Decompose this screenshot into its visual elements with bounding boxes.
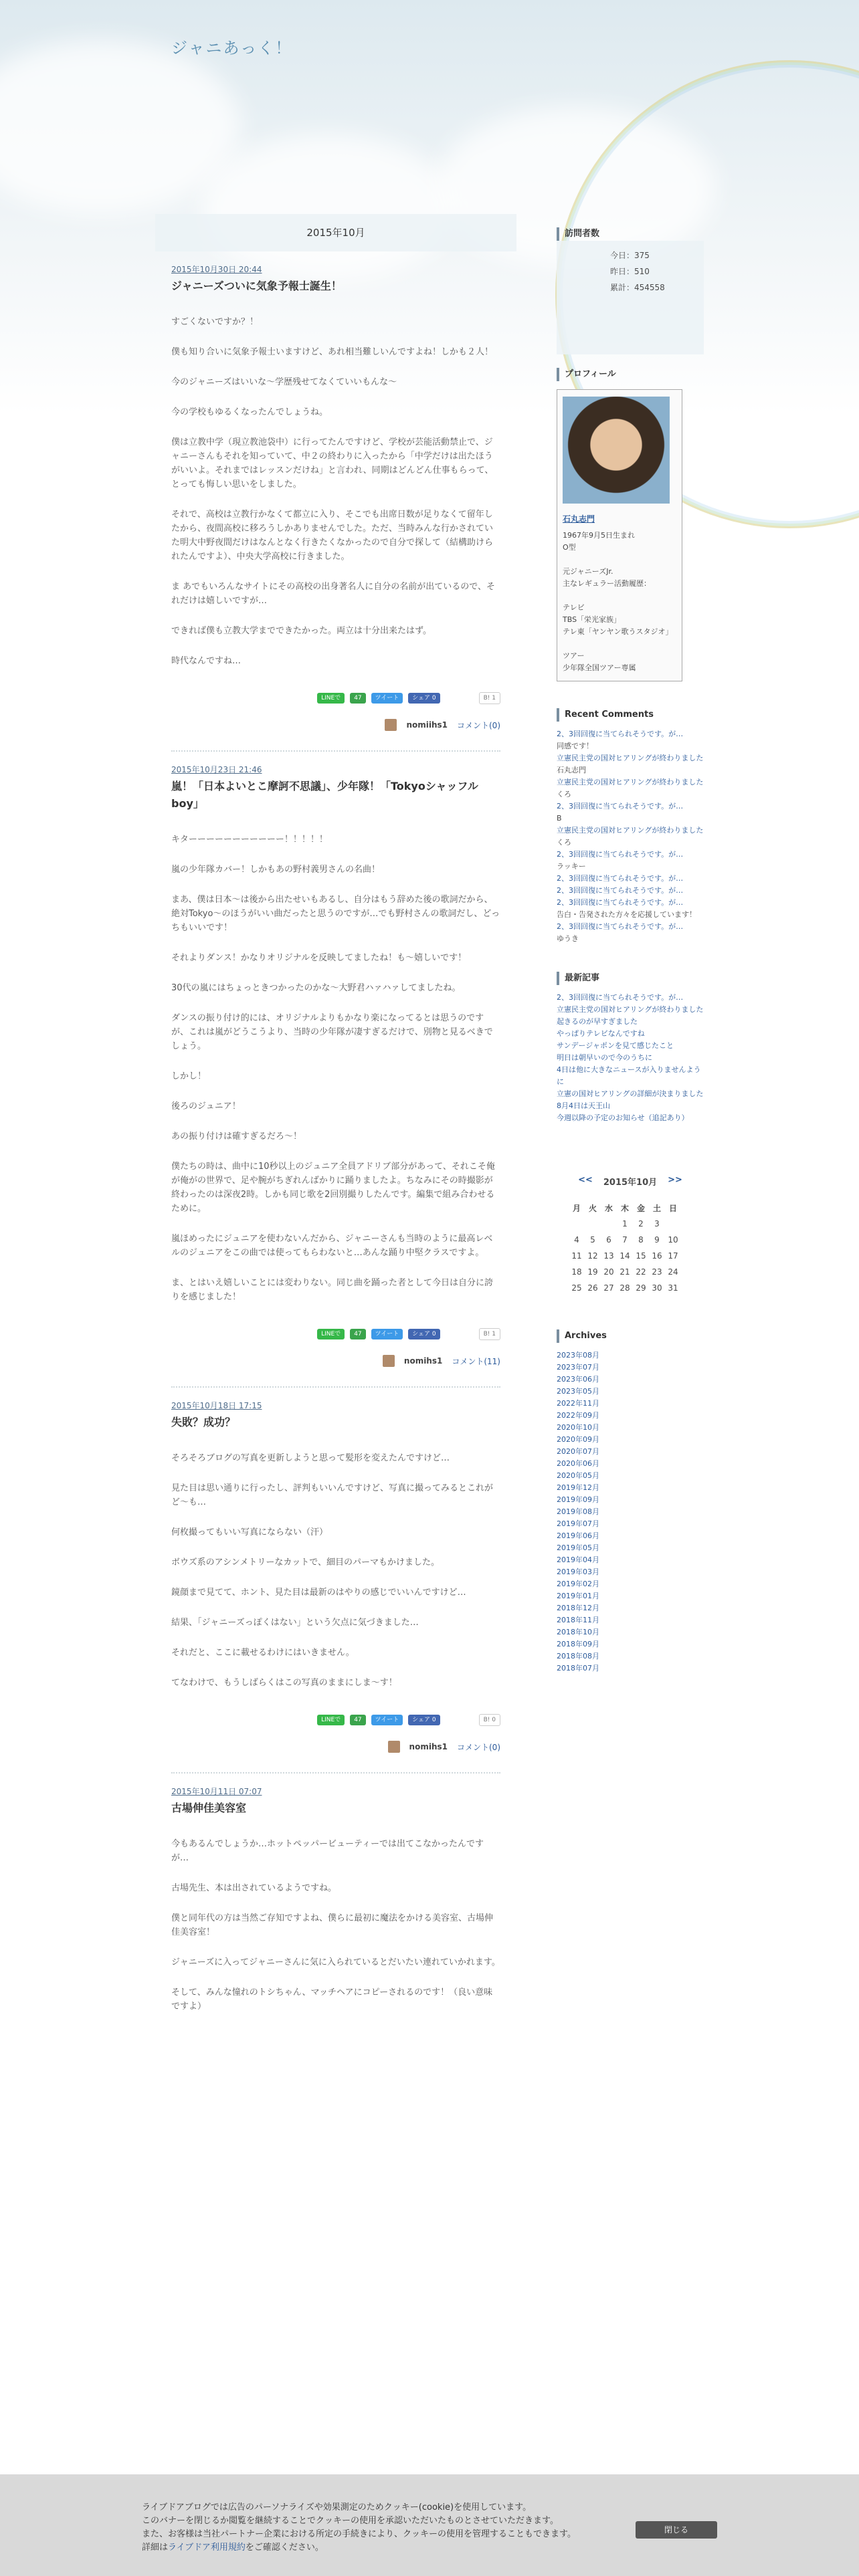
article-paragraph: 僕たちの時は、曲中に10秒以上のジュニア全員アドリブ部分があって、それこそ俺が俺がの世界で、足や腕がちぎれんばかりに踊りましたよ。ちなみにその時撮影が終わったのは深夜2時。しかも同じ歌を2回別撮りしたんです。編集で組み合わせるために。 — [171, 1162, 495, 1214]
article-date[interactable]: 2015年10月11日 07:07 — [171, 1787, 262, 1796]
facebook-share-button[interactable]: シェア 0 — [408, 1329, 440, 1339]
article-meta — [171, 1741, 500, 1753]
article-paragraph: できれば僕も立教大学までできたかった。両立は十分出来たはず。 — [171, 626, 432, 636]
calendar-day[interactable]: 28 — [619, 1283, 630, 1293]
article-meta — [171, 719, 500, 731]
article-paragraph: キターーーーーーーーーーー！！！！！ — [171, 835, 328, 845]
calendar-day — [601, 1216, 617, 1232]
cookie-line-2: このバナーを閉じるか閲覧を継続することでクッキーの使用を承認いただいたものとさせていただきます。 — [142, 2516, 559, 2526]
calendar-weekday: 木 — [620, 1203, 629, 1213]
calendar-day[interactable]: 19 — [587, 1267, 598, 1277]
recent-comment-author: 石丸志門 — [557, 766, 586, 774]
calendar-weekday: 水 — [604, 1203, 613, 1213]
calendar-table — [569, 1200, 681, 1296]
calendar-day[interactable]: 16 — [652, 1251, 662, 1261]
article-meta — [171, 1355, 500, 1367]
article-paragraph: それで、高校は立教行かなくて都立に入り、そこでも出席日数が足りなくて留年したから、夜間高校に移ろうしかありませんでした。ただ、当時みんな行かされていた明大中野夜間だけはなんとなく行きたくなかったので自分で探して（結構助けられたんですよ）、中央大学高校に行きました。 — [171, 510, 494, 562]
article-paragraph: それだと、ここに載せるわけにはいきません。 — [171, 1648, 355, 1658]
archive-link[interactable]: 2020年07月 — [557, 1447, 599, 1456]
latest-posts-title: 最新記事 — [557, 972, 704, 985]
article-paragraph: それよりダンス！かなりオリジナルを反映してましたね！も〜嬉しいです！ — [171, 953, 467, 963]
archive-link[interactable]: 2023年05月 — [557, 1387, 599, 1396]
latest-post-link[interactable]: 立憲民主党の国対ヒアリングが終わりました — [557, 1005, 704, 1014]
author-avatar — [388, 1741, 400, 1753]
article-paragraph: 僕と同年代の方は当然ご存知ですよね、僕らに最初に魔法をかける美容室、古場伸佳美容室！ — [171, 1913, 494, 1937]
mixi-check-button[interactable]: 47 — [350, 1715, 365, 1725]
terms-link[interactable]: ライブドア利用規約 — [168, 2543, 246, 2553]
article-paragraph: 時代なんですね… — [171, 656, 242, 666]
calendar-day[interactable]: 8 — [638, 1235, 644, 1245]
recent-comment-author: 告白・告発された方々を応援しています！ — [557, 910, 696, 919]
latest-post-link[interactable]: やっぱりテレビなんですね — [557, 1029, 645, 1038]
article-date[interactable]: 2015年10月18日 17:15 — [171, 1401, 262, 1410]
cookie-text — [142, 2501, 576, 2555]
article-paragraph: 僕は立教中学（現立教池袋中）に行ってたんですけど、学校が芸能活動禁止で、ジャニーさんもそれを知っていて、中２の終わりに入ったから「中学だけは出たほうがいいよ。それまではレッスンだけね」と言われ、同期はどんどん仕事もらって、とっても悔しい思いをしました。 — [171, 437, 494, 490]
article-paragraph: ダンスの振り付け的には、オリジナルよりもかなり楽になってるとは思うのですが、これは嵐がどうこうより、当時の少年隊が凄すぎるだけで、別物と見るべきでしょう。 — [171, 1013, 493, 1051]
archive-link[interactable]: 2018年08月 — [557, 1652, 599, 1660]
line-share-button[interactable]: LINEで — [317, 693, 345, 704]
cookie-line-1: ライブドアブログでは広告のパーソナライズや効果測定のためクッキー(cookie)を使用しています。 — [142, 2502, 532, 2512]
recent-comment-link[interactable]: 2、3回回復に当てられそうです。が… — [557, 802, 684, 811]
calendar-day[interactable]: 26 — [587, 1283, 598, 1293]
blog-title[interactable]: ジャニあっく！ — [171, 39, 293, 58]
cookie-detail-suffix: をご確認ください。 — [245, 2543, 324, 2553]
calendar-day — [569, 1216, 585, 1232]
article-paragraph: 嵐ほめったにジュニアを使わないんだから、ジャニーさんも当時のように最高レベルのジュニアをこの曲では使ってもらわないと…あんな踊り中堅クラスですよ。 — [171, 1234, 493, 1258]
calendar-day[interactable]: 2 — [638, 1219, 644, 1228]
article-paragraph: そして、みんな憧れのトシちゃん、マッチヘアにコピーされるのです！（良い意味ですよ） — [171, 1988, 493, 2012]
calendar — [557, 1175, 704, 1296]
article-paragraph: ジャニーズに入ってジャニーさんに気に入られているとだいたい連れていかれます。 — [171, 1957, 500, 1967]
article-paragraph: 結果、「ジャニーズっぽくはない」という欠点に気づきました… — [171, 1618, 419, 1628]
archive-link[interactable]: 2019年07月 — [557, 1519, 599, 1528]
article-paragraph: ボウズ系のアシンメトリーなカットで、細目のパーマもかけました。 — [171, 1558, 440, 1568]
calendar-weekday: 土 — [652, 1203, 661, 1213]
archive-link[interactable]: 2019年01月 — [557, 1592, 599, 1600]
author-name: nomiihs1 — [406, 720, 448, 730]
article — [155, 1400, 516, 1774]
author-avatar — [385, 719, 397, 731]
archive-link[interactable]: 2020年06月 — [557, 1459, 599, 1468]
archive-link[interactable]: 2018年12月 — [557, 1604, 599, 1612]
line-share-button[interactable]: LINEで — [317, 1329, 345, 1339]
calendar-weekday: 月 — [572, 1203, 581, 1213]
article-paragraph: 今の学校もゆるくなったんでしょうね。 — [171, 407, 328, 417]
calendar-day[interactable]: 21 — [619, 1267, 630, 1277]
recent-comment-author: 同感です！ — [557, 742, 593, 750]
latest-post-link[interactable]: サンデージャポンを見て感じたこと — [557, 1041, 674, 1050]
counter-today: 今日：375 — [610, 251, 650, 260]
recent-comment-author: B — [557, 814, 562, 823]
hatena-bookmark-button[interactable]: B! 1 — [479, 692, 500, 704]
facebook-share-button[interactable]: シェア 0 — [408, 693, 440, 704]
calendar-day[interactable]: 23 — [652, 1267, 662, 1277]
article-body — [171, 1837, 500, 2014]
recent-comments-title: Recent Comments — [557, 708, 704, 722]
counter-yesterday: 昨日：510 — [610, 267, 650, 276]
author-avatar — [383, 1355, 395, 1367]
recent-comment-link[interactable]: 2、3回回復に当てられそうです。が… — [557, 922, 684, 931]
calendar-weekday: 日 — [668, 1203, 677, 1213]
archive-link[interactable]: 2019年09月 — [557, 1495, 599, 1504]
article-body — [171, 1451, 500, 1690]
social-buttons — [171, 692, 500, 704]
recent-comment-link[interactable]: 2、3回回復に当てられそうです。が… — [557, 898, 684, 907]
latest-post-link[interactable]: 起きるのが早すぎました — [557, 1017, 638, 1026]
profile-text: 1967年9月5日生まれ O型 元ジャニーズJr. 主なレギュラー活動履歴： テレビ TBS「栄光家族」 テレ東「ヤンヤン歌うスタジオ」 ツアー 少年隊全国ツアー専属 — [563, 531, 673, 672]
article — [155, 263, 516, 752]
calendar-day[interactable]: 30 — [652, 1283, 662, 1293]
archive-link[interactable]: 2022年09月 — [557, 1411, 599, 1420]
calendar-weekday: 火 — [588, 1203, 597, 1213]
recent-comment-link[interactable]: 立憲民主党の国対ヒアリングが終わりました — [557, 754, 704, 762]
recent-comment-link[interactable]: 2、3回回復に当てられそうです。が… — [557, 850, 684, 859]
facebook-share-button[interactable]: シェア 0 — [408, 1715, 440, 1725]
calendar-day[interactable]: 5 — [590, 1235, 595, 1245]
recent-comment-link[interactable]: 立憲民主党の国対ヒアリングが終わりました — [557, 778, 704, 786]
article-body — [171, 833, 500, 1304]
comment-link[interactable]: コメント(0) — [457, 720, 500, 730]
latest-post-link[interactable]: 4日は他に大きなニュースが入りませんように — [557, 1065, 701, 1086]
article-paragraph: 何枚撮ってもいい写真にならない（汗） — [171, 1527, 328, 1537]
article-paragraph: すごくないですか？！ — [171, 317, 259, 327]
archives-title: Archives — [557, 1329, 704, 1343]
article-date[interactable]: 2015年10月23日 21:46 — [171, 765, 262, 774]
recent-comment-author: くろ — [557, 838, 571, 847]
article-paragraph: ま あでもいろんなサイトにその高校の出身著名人に自分の名前が出ているので、それだけは嬉しいですが… — [171, 582, 495, 606]
calendar-day[interactable]: 31 — [668, 1283, 678, 1293]
calendar-day[interactable]: 9 — [654, 1235, 660, 1245]
archive-link[interactable]: 2023年06月 — [557, 1375, 599, 1384]
mixi-check-button[interactable]: 47 — [350, 693, 365, 704]
article-paragraph: 僕も知り合いに気象予報士いますけど、あれ相当難しいんですよね！しかも２人！ — [171, 347, 494, 357]
calendar-day[interactable]: 24 — [668, 1267, 678, 1277]
calendar-day[interactable]: 22 — [636, 1267, 646, 1277]
recent-comment-author: ゆうき — [557, 934, 579, 943]
article-title[interactable]: 古場伸佳美容室 — [171, 1802, 247, 1814]
calendar-day[interactable]: 15 — [636, 1251, 646, 1261]
latest-post-link[interactable]: 8月4日は天王山 — [557, 1101, 610, 1110]
article-separator — [171, 750, 500, 752]
archive-link[interactable]: 2018年10月 — [557, 1628, 599, 1636]
recent-comment-link[interactable]: 2、3回回復に当てられそうです。が… — [557, 886, 684, 895]
archive-link[interactable]: 2020年10月 — [557, 1423, 599, 1432]
profile-name[interactable]: 石丸志門 — [563, 514, 595, 524]
counter-title: 訪問者数 — [557, 227, 704, 241]
cookie-detail-prefix: 詳細は — [142, 2543, 169, 2553]
line-share-button[interactable]: LINEで — [317, 1715, 345, 1725]
calendar-weekday: 金 — [636, 1203, 645, 1213]
article-paragraph: 古場先生、本は出されているようですね。 — [171, 1883, 337, 1893]
calendar-prev-link[interactable]: << — [578, 1175, 593, 1185]
author-name: nomihs1 — [403, 1356, 443, 1366]
profile-photo — [563, 397, 670, 504]
article-paragraph: 今もあるんでしょうか…ホットペッパービューティーでは出てこなかったんですが… — [171, 1839, 484, 1863]
article-paragraph: しかし！ — [171, 1071, 207, 1081]
cookie-close-button[interactable]: 閉じる — [636, 2521, 717, 2539]
mixi-check-button[interactable]: 47 — [350, 1329, 365, 1339]
calendar-day[interactable]: 3 — [654, 1219, 660, 1228]
calendar-day[interactable]: 1 — [622, 1219, 628, 1228]
article-paragraph: ま、とはいえ嬉しいことには変わりない。同じ曲を踊った者として今日は自分に誇りを感じました！ — [171, 1278, 494, 1302]
calendar-day[interactable]: 7 — [622, 1235, 628, 1245]
visitor-counter — [557, 241, 704, 354]
profile-box — [557, 389, 682, 681]
archive-link[interactable]: 2019年03月 — [557, 1568, 599, 1576]
recent-comments-list — [557, 728, 704, 945]
archive-link[interactable]: 2019年05月 — [557, 1543, 599, 1552]
archive-link[interactable]: 2018年09月 — [557, 1640, 599, 1648]
calendar-day[interactable]: 29 — [636, 1283, 646, 1293]
comment-link[interactable]: コメント(11) — [452, 1356, 500, 1366]
archive-link[interactable]: 2019年08月 — [557, 1507, 599, 1516]
article-paragraph: てなわけで、もうしばらくはこの写真のままにしま〜す！ — [171, 1678, 397, 1688]
article-paragraph: 嵐の少年隊カバー！しかもあの野村義男さんの名曲！ — [171, 865, 381, 875]
archive-link[interactable]: 2019年02月 — [557, 1580, 599, 1588]
calendar-day[interactable]: 10 — [668, 1235, 678, 1245]
recent-comment-author: ラッキー — [557, 862, 586, 871]
article-paragraph: 後ろのジュニア！ — [171, 1101, 241, 1111]
article-paragraph: 見た目は思い通りに行ったし、評判もいいんですけど、写真に撮ってみるとこれがど〜も… — [171, 1483, 494, 1507]
article-separator — [171, 1772, 500, 1774]
social-buttons — [171, 1714, 500, 1726]
calendar-day[interactable]: 18 — [571, 1267, 582, 1277]
calendar-day — [665, 1216, 681, 1232]
calendar-day[interactable]: 11 — [571, 1251, 582, 1261]
article-separator — [171, 1386, 500, 1388]
article-paragraph: 鏡顔まで見てて、ホント、見た目は最新のはやりの感じでいいんですけど… — [171, 1588, 466, 1598]
profile-title: プロフィール — [557, 368, 704, 381]
archive-link[interactable]: 2019年04月 — [557, 1555, 599, 1564]
article-date[interactable]: 2015年10月30日 20:44 — [171, 265, 262, 274]
latest-post-link[interactable]: 今週以降の予定のお知らせ（追記あり） — [557, 1113, 689, 1122]
recent-comment-author: くろ — [557, 790, 571, 798]
calendar-month: 2015年10月 — [603, 1178, 658, 1188]
calendar-day[interactable]: 14 — [619, 1251, 630, 1261]
archive-link[interactable]: 2020年05月 — [557, 1471, 599, 1480]
article-paragraph: 30代の嵐にはちょっときつかったのかな〜大野君ハァハァしてましたね。 — [171, 983, 461, 993]
hatena-bookmark-button[interactable]: B! 1 — [479, 1328, 500, 1340]
article — [155, 764, 516, 1388]
latest-posts-list — [557, 992, 704, 1124]
tweet-button[interactable]: ツイート — [371, 1329, 403, 1339]
author-name: nomihs1 — [409, 1742, 448, 1751]
article-title[interactable]: 失敗？成功？ — [171, 1416, 236, 1428]
article — [155, 1786, 516, 2014]
calendar-day[interactable]: 6 — [606, 1235, 611, 1245]
recent-comment-link[interactable]: 2、3回回復に当てられそうです。が… — [557, 874, 684, 883]
article-title[interactable]: 嵐！「日本よいとこ摩訶不思議」、少年隊！「Tokyoシャッフルboy」 — [171, 780, 478, 810]
counter-total: 累計：454558 — [610, 283, 665, 292]
latest-post-link[interactable]: 2、3回回復に当てられそうです。が… — [557, 993, 684, 1002]
hatena-bookmark-button[interactable]: B! 0 — [479, 1714, 500, 1726]
sidebar — [557, 214, 704, 1675]
recent-comment-link[interactable]: 立憲民主党の国対ヒアリングが終わりました — [557, 826, 704, 835]
tweet-button[interactable]: ツイート — [371, 693, 403, 704]
social-buttons — [171, 1328, 500, 1340]
calendar-day[interactable]: 20 — [603, 1267, 614, 1277]
calendar-day[interactable]: 27 — [603, 1283, 614, 1293]
archive-link[interactable]: 2022年11月 — [557, 1399, 599, 1408]
article-body — [171, 315, 500, 668]
archive-link[interactable]: 2019年12月 — [557, 1483, 599, 1492]
latest-post-link[interactable]: 明日は朝早いので今のうちに — [557, 1053, 652, 1062]
calendar-day — [585, 1216, 601, 1232]
article-title[interactable]: ジャニーズついに気象予報士誕生！ — [171, 280, 342, 292]
article-paragraph: まあ、僕は日本〜は後から出たせいもあるし、自分はもう辞めた後の歌詞だから、絶対Tokyo〜のほうがいい曲だったと思うのですが…でも野村さんの歌詞だし、どっちもいいです！ — [171, 895, 500, 933]
article-paragraph: そろそろブログの写真を更新しようと思って髪形を変えたんですけど… — [171, 1453, 450, 1463]
archive-link[interactable]: 2023年07月 — [557, 1363, 599, 1372]
archive-link[interactable]: 2018年07月 — [557, 1664, 599, 1673]
archive-link[interactable]: 2020年09月 — [557, 1435, 599, 1444]
archive-link[interactable]: 2023年08月 — [557, 1351, 599, 1360]
calendar-day[interactable]: 17 — [668, 1251, 678, 1261]
article-paragraph: あの振り付けは確すぎるだろ〜！ — [171, 1132, 302, 1142]
cookie-banner — [0, 2474, 859, 2576]
latest-post-link[interactable]: 立憲の国対ヒアリングの詳細が決まりました — [557, 1089, 704, 1098]
cookie-line-3: また、お客様は当社パートナー企業における所定の手続きにより、クッキーの使用を管理することもできます。 — [142, 2529, 576, 2539]
article-paragraph: 今のジャニーズはいいな〜学歴残せてなくていいもんな〜 — [171, 377, 397, 387]
archives-list — [557, 1350, 704, 1675]
month-header: 2015年10月 — [155, 214, 516, 251]
tweet-button[interactable]: ツイート — [371, 1715, 403, 1725]
calendar-day[interactable]: 25 — [571, 1283, 582, 1293]
archive-link[interactable]: 2018年11月 — [557, 1616, 599, 1624]
main-column — [155, 214, 516, 2030]
archive-link[interactable]: 2019年06月 — [557, 1531, 599, 1540]
comment-link[interactable]: コメント(0) — [457, 1742, 500, 1752]
recent-comment-link[interactable]: 2、3回回復に当てられそうです。が… — [557, 730, 684, 738]
calendar-next-link[interactable]: >> — [668, 1175, 682, 1185]
calendar-day[interactable]: 13 — [603, 1251, 614, 1261]
calendar-day[interactable]: 4 — [574, 1235, 579, 1245]
calendar-day[interactable]: 12 — [587, 1251, 598, 1261]
